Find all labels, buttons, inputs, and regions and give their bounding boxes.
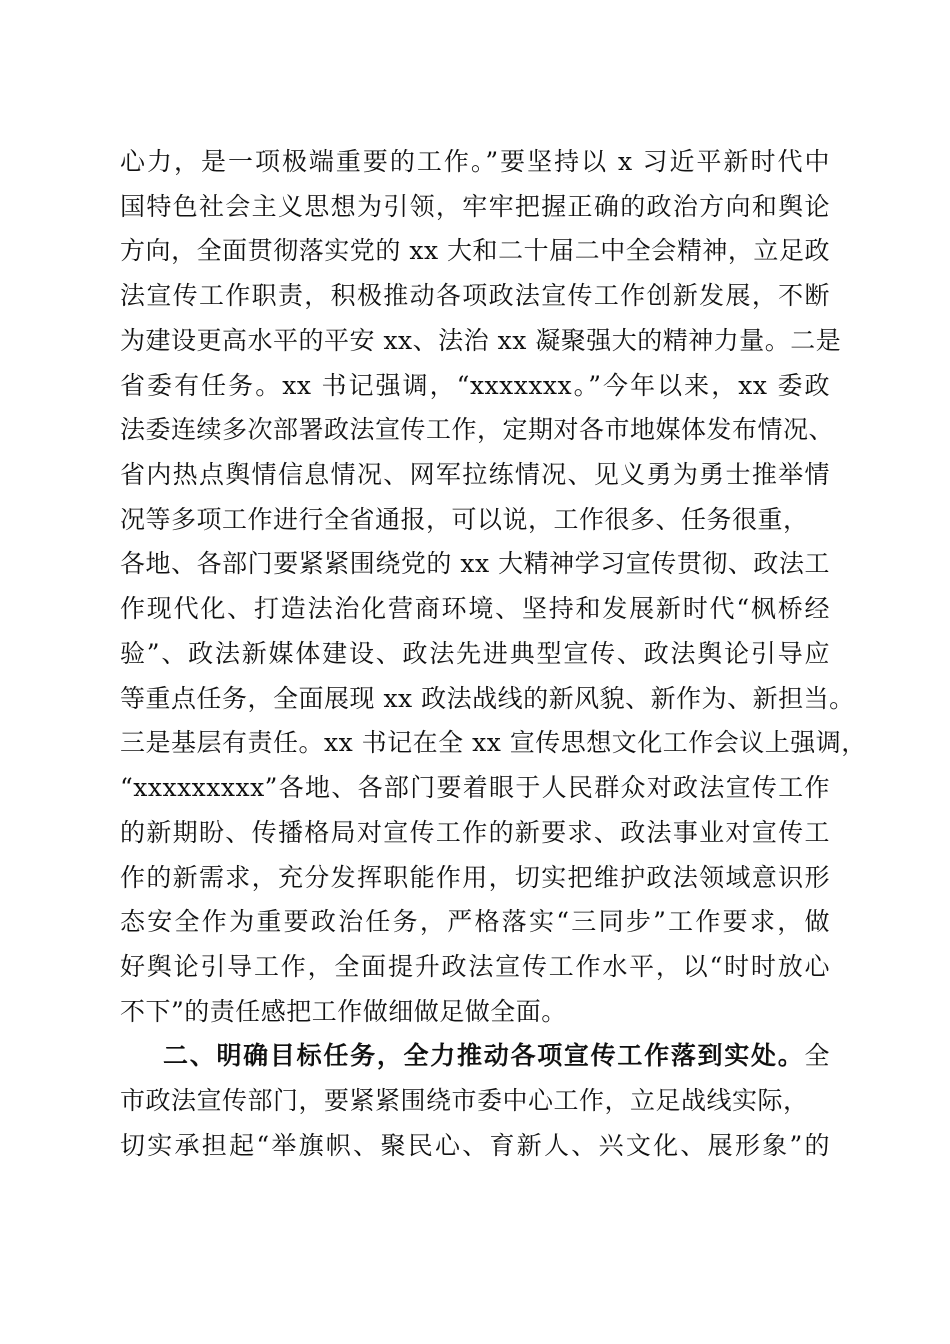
- text-line: 好舆论引导工作，全面提升政法宣传工作水平，以“时时放心: [120, 952, 830, 981]
- heading-continuation: 全: [804, 1041, 830, 1070]
- text-line: 省委有任务。xx 书记强调，“xxxxxxx。”今年以来，xx 委政: [120, 371, 830, 400]
- text-line: 等重点任务，全面展现 xx 政法战线的新风貌、新作为、新担当。: [120, 684, 855, 713]
- text-line: 况等多项工作进行全省通报，可以说，工作很多、任务很重，: [120, 505, 809, 534]
- text-line: 心力，是一项极端重要的工作。”要坚持以 x 习近平新时代中: [120, 147, 830, 176]
- text-line: 市政法宣传部门，要紧紧围绕市委中心工作，立足战线实际，: [120, 1086, 809, 1115]
- text-line: 作现代化、打造法治化营商环境、坚持和发展新时代“枫桥经: [120, 594, 830, 623]
- text-line: 不下”的责任感把工作做细做足做全面。: [120, 997, 567, 1026]
- text-line: 作的新需求，充分发挥职能作用，切实把维护政法领域意识形: [120, 863, 830, 892]
- text-line: 的新期盼、传播格局对宣传工作的新要求、政法事业对宣传工: [120, 818, 830, 847]
- text-line: 法委连续多次部署政法宣传工作，定期对各市地媒体发布情况、: [120, 415, 835, 444]
- text-line: 为建设更高水平的平安 xx、法治 xx 凝聚强大的精神力量。二是: [120, 326, 842, 355]
- text-line: 切实承担起“举旗帜、聚民心、育新人、兴文化、展形象”的: [120, 1131, 830, 1160]
- section-heading-line: [163, 1038, 830, 1074]
- text-line: 三是基层有责任。xx 书记在全 xx 宣传思想文化工作会议上强调，: [120, 728, 867, 757]
- text-line: 省内热点舆情信息情况、网军拉练情况、见义勇为勇士推举情: [120, 460, 830, 489]
- text-line: 态安全作为重要政治任务，严格落实“三同步”工作要求，做: [120, 907, 830, 936]
- text-line: 验”、政法新媒体建设、政法先进典型宣传、政法舆论引导应: [120, 639, 830, 668]
- text-line: 各地、各部门要紧紧围绕党的 xx 大精神学习宣传贯彻、政法工: [120, 549, 830, 578]
- text-line: 国特色社会主义思想为引领，牢牢把握正确的政治方向和舆论: [120, 192, 830, 221]
- text-line: “xxxxxxxxx”各地、各部门要着眼于人民群众对政法宣传工作: [120, 773, 830, 802]
- text-line: 法宣传工作职责，积极推动各项政法宣传工作创新发展，不断: [120, 281, 830, 310]
- section-heading: 二、明确目标任务，全力推动各项宣传工作落到实处。: [163, 1041, 805, 1070]
- text-line: 方向，全面贯彻落实党的 xx 大和二十届二中全会精神，立足政: [120, 236, 830, 265]
